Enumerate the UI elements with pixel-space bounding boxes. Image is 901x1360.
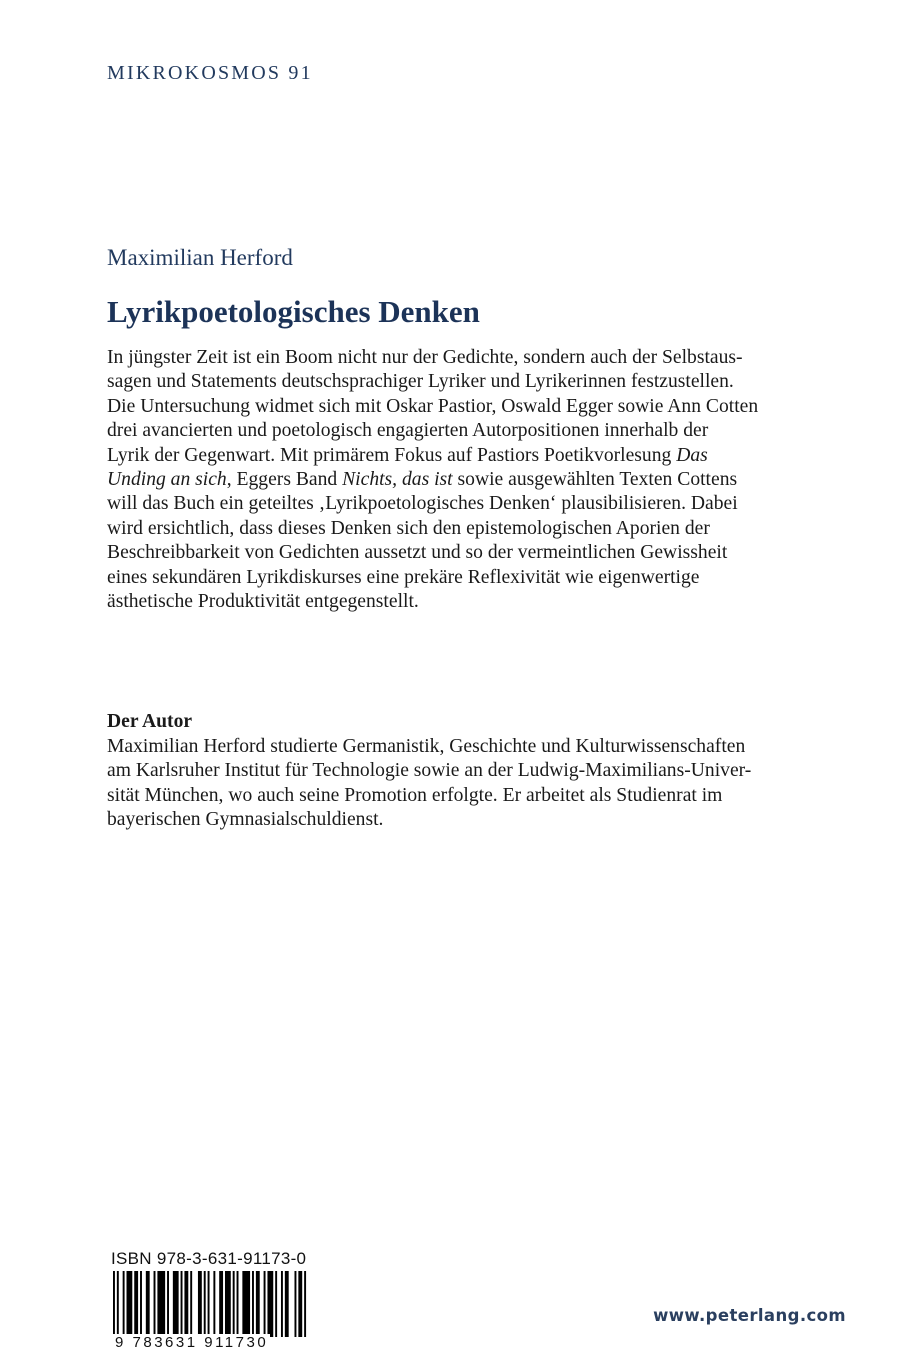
barcode-bar [198, 1271, 202, 1337]
barcode [113, 1271, 308, 1337]
barcode-bar [140, 1271, 142, 1337]
barcode-bar [184, 1271, 188, 1337]
about-line: am Karlsruher Institut für Technologie sowie an der Ludwig-Maximilians-Univer- [107, 760, 752, 782]
barcode-bar [242, 1271, 250, 1337]
book-description [107, 346, 847, 614]
barcode-bar [173, 1271, 179, 1337]
barcode-bar [208, 1271, 210, 1337]
barcode-bar [113, 1271, 115, 1337]
barcode-bar [146, 1271, 150, 1337]
description-line: Unding an sich, Eggers Band Nichts, das ist sowie ausgewählten Texten Cottens [107, 469, 738, 491]
barcode-digits: 9 783631 911730 [115, 1334, 269, 1351]
barcode-bar [237, 1271, 239, 1337]
description-line: Die Untersuchung widmet sich mit Oskar Pastior, Oswald Egger sowie Ann Cotten [107, 395, 759, 417]
barcode-bar [123, 1271, 125, 1337]
italic-title: Unding an sich [107, 469, 227, 491]
description-line: will das Buch ein geteiltes ‚Lyrikpoetologisches Denken‘ plausibilisieren. Dabei [107, 493, 738, 515]
barcode-bar [117, 1271, 119, 1337]
description-line: drei avancierten und poetologisch engagierten Autorpositionen innerhalb der [107, 420, 709, 442]
barcode-bar [127, 1271, 133, 1337]
description-line: eines sekundären Lyrikdiskurses eine prekäre Reflexivität wie eigenwertige [107, 566, 700, 588]
series-title: MIKROKOSMOS 91 [107, 62, 313, 84]
barcode-bar [225, 1271, 231, 1337]
barcode-bar [264, 1271, 266, 1337]
description-line: wird ersichtlich, dass dieses Denken sich den epistemologischen Aporien der [107, 517, 710, 539]
italic-title: Das [676, 444, 708, 466]
barcode-bar [281, 1271, 283, 1337]
description-line: sagen und Statements deutschsprachiger Lyriker und Lyrikerinnen festzustellen. [107, 371, 734, 393]
about-author-text [107, 735, 847, 833]
barcode-bar [267, 1271, 273, 1337]
about-author-heading: Der Autor [107, 711, 193, 732]
barcode-bar [167, 1271, 169, 1337]
description-line: Lyrik der Gegenwart. Mit primärem Fokus auf Pastiors Poetikvorlesung Das [107, 444, 708, 466]
barcode-bar [213, 1271, 215, 1337]
description-line: ästhetische Produktivität entgegenstellt. [107, 591, 419, 613]
barcode-bar [134, 1271, 138, 1337]
about-line: sität München, wo auch seine Promotion erfolgte. Er arbeitet als Studienrat im [107, 784, 723, 806]
description-line: Beschreibbarkeit von Gedichten aussetzt und so der vermeintlichen Gewissheit [107, 542, 728, 564]
barcode-bar [298, 1271, 302, 1337]
barcode-bar [294, 1271, 296, 1337]
description-line: In jüngster Zeit ist ein Boom nicht nur der Gedichte, sondern auch der Selbstaus- [107, 347, 743, 368]
barcode-bar [285, 1271, 289, 1337]
about-line: Maximilian Herford studierte Germanistik, Geschichte und Kulturwissenschaften [107, 736, 746, 757]
isbn-label: ISBN 978-3-631-91173-0 [111, 1249, 307, 1268]
barcode-bar [275, 1271, 277, 1337]
barcode-bar [181, 1271, 183, 1337]
barcode-bar [157, 1271, 165, 1337]
barcode-bar [190, 1271, 192, 1337]
barcode-bar [252, 1271, 254, 1337]
barcode-bar [233, 1271, 235, 1337]
italic-title: Nichts, das ist [342, 469, 453, 491]
barcode-bar [304, 1271, 306, 1337]
book-title: Lyrikpoetologisches Denken [107, 294, 480, 329]
publisher-website[interactable]: www.peterlang.com [653, 1306, 846, 1325]
barcode-bar [256, 1271, 260, 1337]
about-line: bayerischen Gymnasialschuldienst. [107, 809, 384, 831]
barcode-bar [154, 1271, 156, 1337]
barcode-bar [204, 1271, 206, 1337]
barcode-bar [219, 1271, 223, 1337]
author-name: Maximilian Herford [107, 245, 293, 270]
